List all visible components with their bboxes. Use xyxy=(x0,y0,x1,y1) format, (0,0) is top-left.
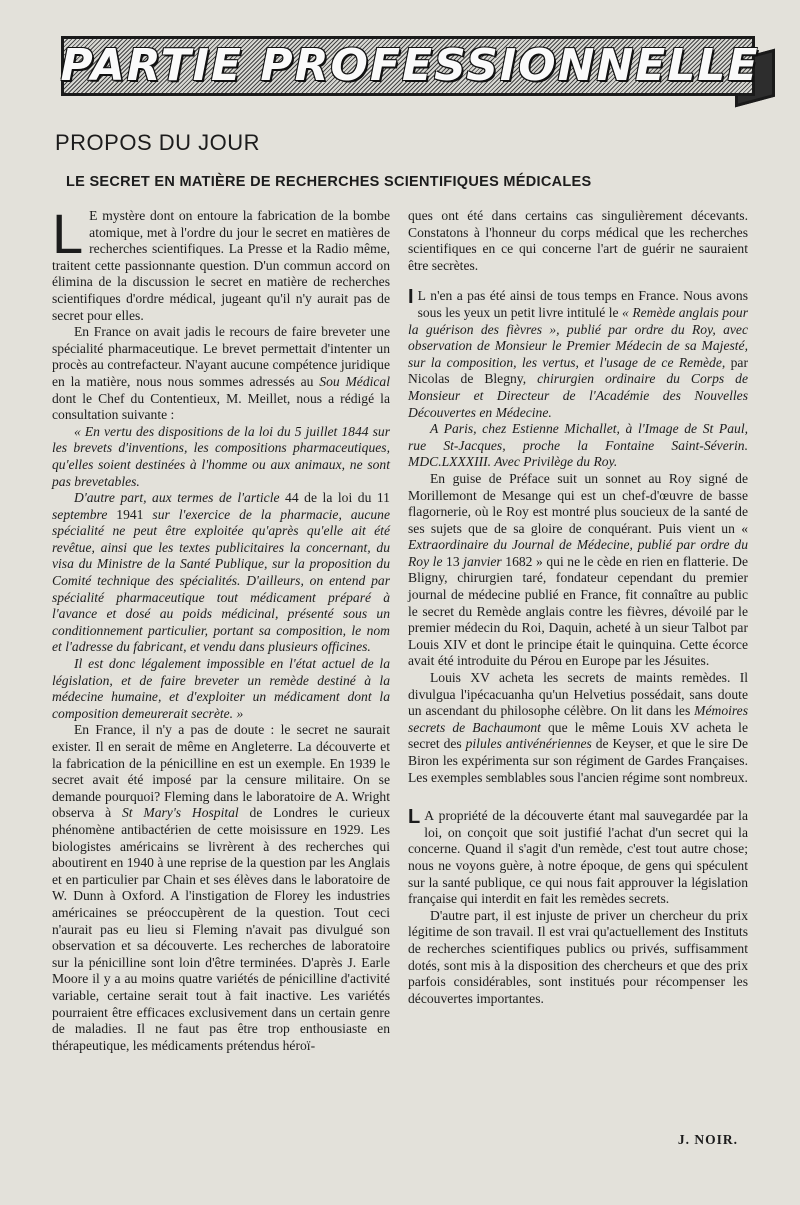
article-headline: LE SECRET EN MATIÈRE DE RECHERCHES SCIENTIFIQUES MÉDICALES xyxy=(66,174,592,190)
section-banner xyxy=(55,30,765,110)
quote-paragraph: « En vertu des dispositions de la loi du 5 juillet 1844 sur les brevets d'inventions, les compositions pharmaceutiques, qu'elles soient destinées à l'homme ou aux animaux, ne sont pas brevetables. xyxy=(52,423,390,489)
section-title: PROPOS DU JOUR xyxy=(55,130,261,155)
author-signature: J. NOIR. xyxy=(677,1132,738,1147)
quote-paragraph: Il est donc légalement impossible en l'état actuel de la législation, et de faire breveter un remède destiné à la médecine humaine, et d'exploiter un médicament dont la composition demeurerait secrète. » xyxy=(52,656,390,721)
left-column xyxy=(52,202,391,1054)
quote-paragraph: D'autre part, aux termes de l'article 44 de la loi du 11 septembre 1941 sur l'exercice de la pharmacie, aucune spécialité ne peut être exploitée qu'après qu'elle ait été revêtue, ainsi que les textes publicitaires la concernant, du visa du Ministre de la Santé Publique, sur la proposition du Comité technique des spécialités. D'ailleurs, on entend par spécialité pharmaceutique tout médicament préparé à l'avance et dosé au poids médicinal, présenté sous un conditionnement particulier, portant sa composition, le nom et l'adresse du fabricant, et vendu dans plusieurs officines. xyxy=(52,490,391,655)
paragraph: L E mystère dont on entoure la fabrication de la bombe atomique, met à l'ordre du jour le secret en matières de recherches scientifiques. La Presse et la Radio même, traitent cette passionnante question. D'un commun accord on élimina de la discussion le secret en matière de recherches scientifiques d'ordre médical, jugeant qu'il n'y aurait pas de secret pour elles. xyxy=(52,202,390,323)
drop-cap: L xyxy=(52,202,84,265)
paragraph: En France on avait jadis le recours de faire breveter une spécialité pharmaceutique. Le brevet permettait d'intenter un procès au contrefacteur. N'ayant aucune compétence juridique en la matière, nous nous sommes adressés au Sou Médical dont le Chef du Contentieux, M. Meillet, nous a rédigé la consultation suivante : xyxy=(52,324,390,423)
paragraph: L A propriété de la découverte étant mal sauvegardée par la loi, on conçoit que soit justifié l'achat d'un secret qui la concerne. Quand il s'agit d'un remède, c'est tout autre chose; nous ne voyons guère, à notre époque, de gens qui spéculent sur la santé publique, ce qui nous fait approuver la législation française qui interdit en fait les remèdes secrets. xyxy=(408,806,748,907)
banner-title: PARTIE PROFESSIONNELLE xyxy=(60,40,760,91)
paragraph: I L n'en a pas été ainsi de tous temps en France. Nous avons sous les yeux un petit livre intitulé le « Remède anglais pour la guérison des fièvres », publié par ordre du Roy, avec observation de Monsieur le Premier Médecin de sa Majesté, sur la composition, les vertus, et l'usage de ce Remède, par Nicolas de Blegny, chirurgien ordinaire du Corps de Monsieur et Directeur de l'Académie des Nouvelles Découvertes en Médecine. xyxy=(408,286,748,420)
right-column xyxy=(408,208,748,1007)
drop-cap: L xyxy=(408,806,421,829)
drop-cap: I xyxy=(408,286,414,309)
paragraph: ques ont été dans certains cas singulièrement décevants. Constatons à l'honneur du corps médical que les recherches scientifiques en ce qui concerne l'art de guérir ne sauraient être secrètes. xyxy=(408,208,748,273)
paragraph: En guise de Préface suit un sonnet au Roy signé de Morillemont de Mesange qui est un chef-d'œuvre de basse flagornerie, où le Roy est montré plus soucieux de la santé de ses sujets que de sa gloire de conquérant. Puis vient un « Extraordinaire du Journal de Médecine, publié par ordre du Roy le 13 janvier 1682 » qui ne le cède en rien en flatterie. De Bligny, chirurgien taré, fondateur cependant du premier journal de médecine publié en France, fit connaître au public le secret du Remède anglais contre les fièvres, dévoilé par le premier médecin du Roi, Daquin, acheté à un sieur Talbot par Louis XIV et dont le principe était le quinquina. Cette écorce avait été introduite du Pérou en Europe par les Jésuites. xyxy=(408,470,748,669)
paragraph: Louis XV acheta les secrets de maints remèdes. Il divulgua l'ipécacuanha qu'un Helvetius possédait, sans doute un ascendant du philosophe célèbre. On lit dans les Mémoires secrets de Bachaumont que le même Louis XV acheta le secret des pilules antivénériennes de Keyser, et que le sire De Biron les expérimenta sur son régiment de Gardes Françaises. Les exemples semblables sous l'ancien régime sont nombreux. xyxy=(408,670,748,785)
paragraph: En France, il n'y a pas de doute : le secret ne saurait exister. Il en serait de même en Angleterre. La découverte et la fabrication de la pénicilline en est un exemple. En 1939 le secret avait été imposé par la censure militaire. On se demande pourquoi? Fleming dans le laboratoire de A. Wright observa à St Mary's Hospital de Londres le curieux phénomène antibactérien de cette moisissure en 1929. Les biologistes américains se livrèrent à des recherches qui aboutirent en 1940 à une reprise de la question par les Anglais et en particulier par Chain et ses élèves dans le laboratoire de W. Dunn à Oxford. A l'instigation de Florey les industries américaines se préoccupèrent de la question. Tout ceci n'aurait pas eu lieu si Fleming n'avait pas divulgué son observation et sa découverte. Les recherches de laboratoire sur la pénicilline sont loin d'être terminées. D'après J. Earle Moore il y a au moins quatre variétés de pénicilline d'activité variable, certaine serait tout à fait inactive. Les variétés pourraient être efficaces exclusivement dans un certain genre de maladies. Il ne faut pas être trop enthousiaste en thérapeutique, les médicaments prétendus héroï- xyxy=(52,722,390,1053)
paragraph: A Paris, chez Estienne Michallet, à l'Image de St Paul, rue St-Jacques, proche la Fontaine Saint-Séverin. MDC.LXXXIII. Avec Privilège du Roy. xyxy=(408,421,748,470)
paragraph: D'autre part, il est injuste de priver un chercheur du prix légitime de son travail. Il est vrai qu'actuellement des Instituts de recherches scientifiques publics ou privés, suffisamment dotés, sont mis à la disposition des chercheurs et que des prix parfois considérables, sont institués pour récompenser les découvertes importantes. xyxy=(408,907,748,1006)
